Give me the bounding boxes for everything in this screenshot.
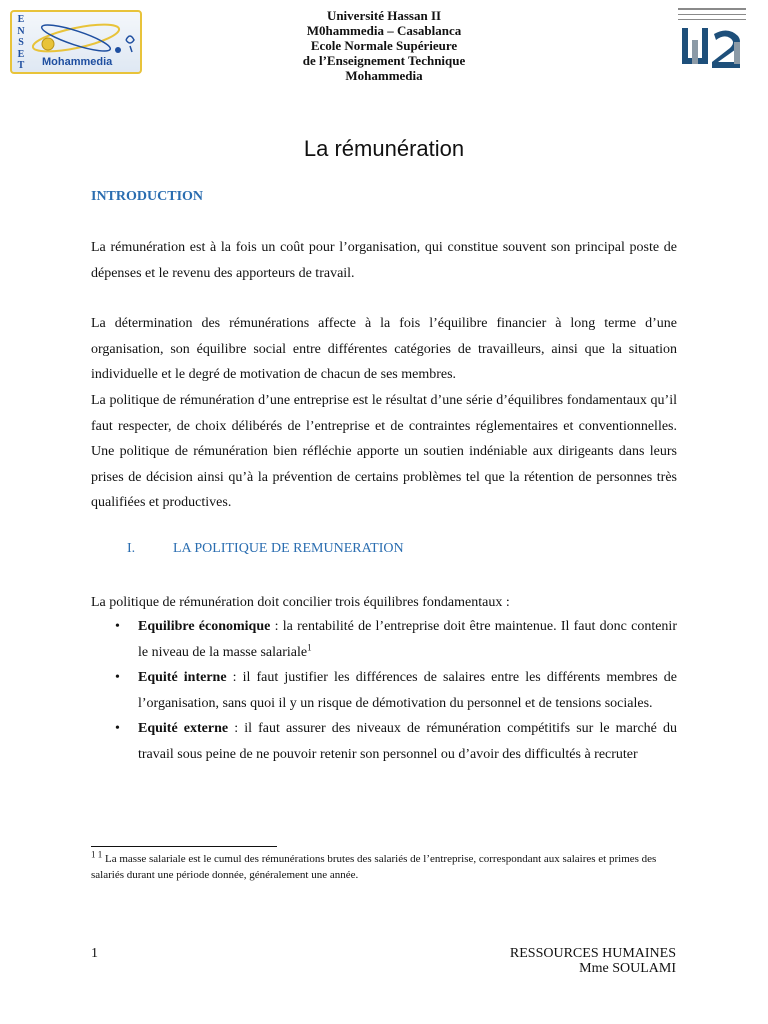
institution-header [200,8,568,83]
institution-line: M0hammedia – Casablanca [306,23,462,38]
footnote-divider [91,846,277,847]
page-number: 1 [91,946,98,961]
bullet-text: : il faut assurer des niveaux de rémunération compétitifs sur le marché du travail sous peine de ne pouvoir retenir son personnel ou d’avoir des difficultés à recruter [138,721,677,762]
page-title: La rémunération [303,136,465,161]
bullet-icon: • [115,670,120,685]
logo-letter: T [17,60,25,71]
logo-letter: S [18,37,24,48]
logo-arabic-line [678,19,746,20]
logo-letter: E [17,14,25,25]
intro-paragraph: La politique de rémunération d’une entreprise est le résultat d’une série d’équilibres fondamentaux qu’il faut respecter, de choix délibérés de l’entreprise et de contraintes réglementaires et conventionnelles. Une politique de rémunération bien réfléchie apporte un soutien indéniable aux dirigeants dans leurs prises de décision ainsi qu’à la prévention de certains problèmes tel que la rétention de personnes très qualifiées et productives. [91,393,677,510]
footer-teacher: Mme SOULAMI [579,961,676,976]
atom-orbit-icon [26,16,142,60]
footnote [91,851,677,883]
logo-text: Mohammedia [42,56,113,68]
footnote-marker: 1 1 [91,849,103,860]
equilibre-list [91,614,677,767]
footer-course: RESSOURCES HUMAINES [509,946,676,961]
section-number: I. [127,541,136,556]
logo-arabic-line [678,8,746,10]
uh2c-logo-icon [672,24,752,74]
intro-paragraph: La rémunération est à la fois un coût pour l’organisation, qui constitue souvent son principal poste de dépenses et le revenu des apporteurs de travail. [91,240,677,281]
footnote-text: La masse salariale est le cumul des rémunérations brutes des salariés de l’entreprise, correspondant aux salaires et primes des salariés durant une période donnée, généralement une année. [91,853,657,881]
university-logo [672,4,752,76]
intro-heading: INTRODUCTION [91,189,204,204]
bullet-term: Equité interne [138,670,227,685]
list-item [91,614,677,665]
bullet-term: Equilibre économique [138,619,271,634]
bullet-icon: • [115,721,120,736]
enset-logo [10,10,142,74]
list-item [91,716,677,767]
logo-letter: N [17,25,25,37]
section-lead: La politique de rémunération doit concilier trois équilibres fondamentaux : [91,595,510,610]
bullet-text: : la rentabilité de l’entreprise doit être maintenue. Il faut donc contenir le niveau de la masse salariale [138,619,677,660]
footnote-ref[interactable]: 1 [307,641,312,652]
bullet-icon: • [115,619,120,634]
list-item [91,665,677,716]
logo-letter: E [17,48,25,60]
logo-arabic-line [678,14,746,15]
bullet-term: Equité externe [138,721,229,736]
intro-paragraph: La détermination des rémunérations affecte à la fois l’équilibre financier à long terme d’une organisation, son équilibre social entre différentes catégories de travailleurs, ainsi que la situation individuelle et le degré de motivation de chacun de ses membres. [91,316,677,382]
institution-line: Université Hassan II [326,8,442,23]
section-title: LA POLITIQUE DE REMUNERATION [173,541,404,556]
section-heading [127,541,507,557]
bullet-text: : il faut justifier les différences de salaires entre les différents membres de l’organisation, sans quoi il y un risque de démotivation du personnel et de tensions sociales. [138,670,677,711]
institution-line: Mohammedia [345,68,423,83]
institution-line: Ecole Normale Supérieure [310,38,458,53]
footer-course-info [510,946,676,976]
institution-line: de l’Enseignement Technique [302,53,466,68]
